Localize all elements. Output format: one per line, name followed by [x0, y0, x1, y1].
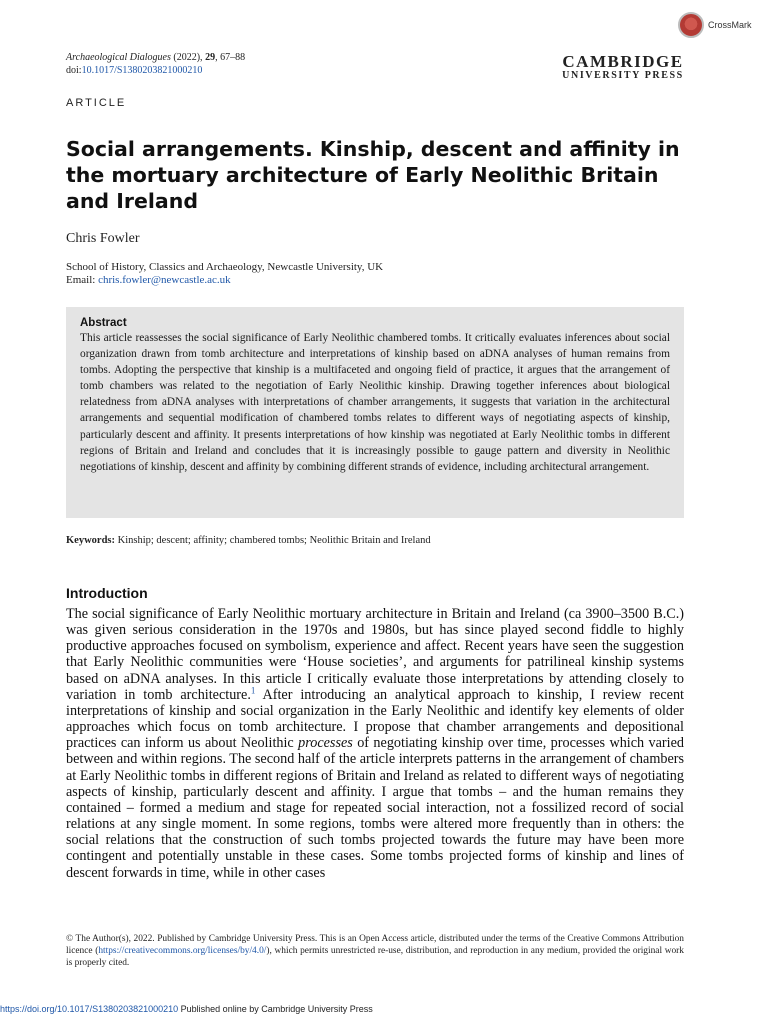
journal-year: (2022), [170, 52, 206, 63]
journal-name: Archaeological Dialogues [66, 52, 171, 63]
author-name: Chris Fowler [66, 231, 140, 246]
license-text-part2: ), which permits unrestricted re-use, distribution, and reproduction in any medium, provided the original work is properly cited. [66, 946, 684, 968]
doi-link[interactable]: 10.1017/S1380203821000210 [81, 65, 203, 76]
abstract-text: This article reassesses the social significance of Early Neolithic chambered tombs. It critically evaluates inferences about social organization drawn from tomb architecture and interpretations of kinship based on aDNA analyses of human remains from tombs. Adopting the perspective that kinship is a multifaceted and ongoing field of practice, it argues that the arrangement of tomb chambers was related to the negotiation of Early Neolithic kinship. Drawing together inferences about biological relatedness from aDNA analyses with interpretations of chamber arrangements, it suggests that variation in the architectural arrangements and sequential modification of chambered tombs relates to different ways of negotiating aspects of kinship, particularly descent and affinity. It presents interpretations of how kinship was negotiated at Early Neolithic tombs in different regions of Britain and Ireland and concludes that it is increasingly possible to gauge pattern and diversity in Neolithic negotiations of kinship, descent and affinity by combining different strands of evidence, including architectural arrangement. [80, 332, 670, 473]
email-label: Email: [66, 274, 99, 286]
intro-text-part3: of negotiating kinship over time, processes which varied between and within regions. The second half of the article interprets patterns in the arrangement of chambers at Early Neolithic tombs in different regions of Britain and Ireland as related to different ways of negotiating aspects of kinship, particularly descent and affinity. I argue that tombs – and the human remains they contained – formed a medium and stage for repeated social interaction, not a fossilized record of social relations at any single moment. In some regions, tombs were altered more frequently than in others: the social relations that the construction of such tombs projected towards the future may have been more contingent and potentially unstable in these cases. Some tombs projected forms of kinship and lines of descent forwards in time, while in other cases [66, 735, 684, 881]
crossmark-label[interactable]: CrossMark [708, 20, 752, 30]
abstract-box [66, 307, 684, 518]
footnote-ref-1[interactable]: 1 [250, 685, 256, 696]
doi-line [66, 65, 202, 76]
journal-citation [66, 51, 245, 65]
journal-volume: 29 [205, 52, 216, 63]
license-text-part1: © The Author(s), 2022. Published by Cambridge University Press. This is an Open Access article, distributed under the terms of the Creative Commons Attribution licence ( [66, 934, 684, 956]
crossmark-icon[interactable] [678, 12, 704, 38]
journal-pages: , 67–88 [215, 52, 246, 63]
crossmark-badge[interactable] [678, 12, 752, 38]
abstract-heading: Abstract [80, 317, 127, 329]
keywords-list: Kinship; descent; affinity; chambered tombs; Neolithic Britain and Ireland [115, 535, 431, 546]
intro-text-part1: The social significance of Early Neolithic mortuary architecture in Britain and Ireland (ca 3900–3500 B.C.) was given serious consideration in the 1970s and 1980s, but has since played second fiddle to highly productive approaches focused on symbolism, experience and affect. Recent years have seen the suggestion that Early Neolithic communities were ‘House societies’, and arguments for patrilineal kinship systems based on aDNA analyses. In this article I critically evaluate those interpretations by attending closely to variation in tomb architecture. [66, 606, 684, 703]
footer-doi-link[interactable]: https://doi.org/10.1017/S1380203821000210 [0, 1004, 179, 1014]
publisher-subtitle: UNIVERSITY PRESS [562, 70, 684, 81]
license-note [66, 933, 684, 969]
keywords-label: Keywords: [66, 535, 115, 546]
license-link[interactable]: https://creativecommons.org/licenses/by/4.0/ [98, 946, 267, 956]
doi-prefix: doi: [66, 65, 82, 76]
footer-published-text: Published online by Cambridge University Press [178, 1004, 373, 1014]
intro-text-part2: After introducing an analytical approach to kinship, I review recent interpretations of kinship and social organization in the Early Neolithic and identify key elements of older approaches which focus on tomb architecture. I propose that chamber arrangements and depositional practices can inform us about Neolithic [66, 686, 684, 752]
introduction-body [66, 606, 684, 881]
article-type-label: ARTICLE [66, 97, 127, 109]
article-title: Social arrangements. Kinship, descent and affinity in the mortuary architecture of Early Neolithic Britain and Ireland [66, 137, 680, 213]
author-email-row [66, 274, 231, 286]
publisher-logo [560, 53, 686, 82]
email-link[interactable]: chris.fowler@newcastle.ac.uk [98, 274, 231, 286]
keywords [66, 535, 431, 546]
page-footer [0, 1004, 373, 1014]
author-affiliation: School of History, Classics and Archaeology, Newcastle University, UK [66, 261, 384, 273]
intro-emphasis: processes [298, 735, 353, 752]
section-heading-introduction: Introduction [66, 585, 148, 601]
publisher-name: CAMBRIDGE [562, 52, 684, 71]
